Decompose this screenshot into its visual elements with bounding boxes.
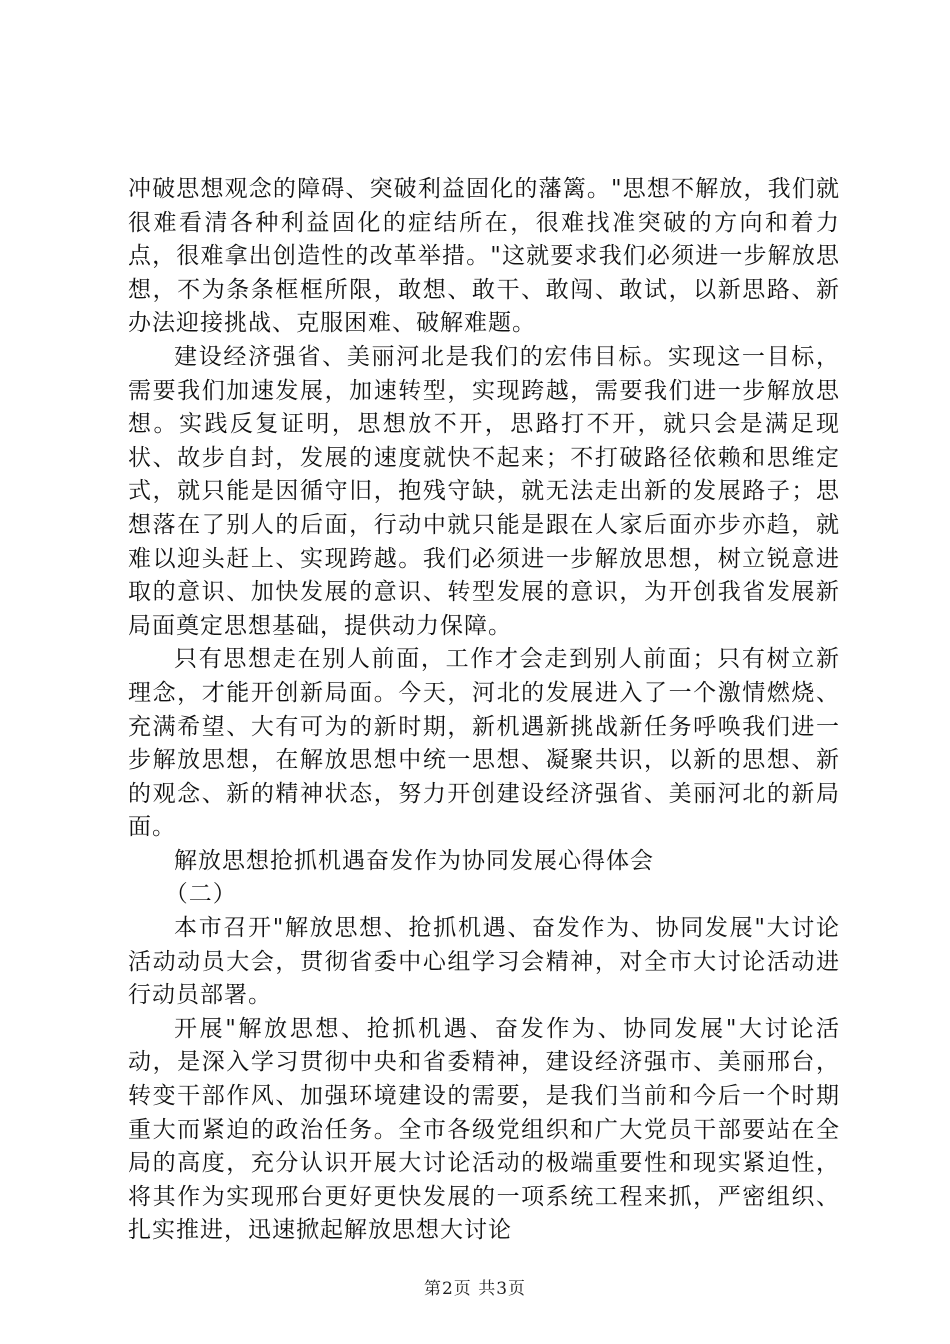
document-body xyxy=(128,173,840,1248)
page-number-footer: 第2页 共3页 xyxy=(423,1279,527,1299)
paragraph: 建设经济强省、美丽河北是我们的宏伟目标。实现这一目标，需要我们加速发展，加速转型，实现跨越，需要我们进一步解放思想。实践反复证明，思想放不开，思路打不开，就只会是满足现状、故步自封，发展的速度就快不起来；不打破路径依赖和思维定式，就只能是因循守旧，抱残守缺，就无法走出新的发展路子；思想落在了别人的后面，行动中就只能是跟在人家后面亦步亦趋，就难以迎头赶上、实现跨越。我们必须进一步解放思想，树立锐意进取的意识、加快发展的意识、转型发展的意识，为开创我省发展新局面奠定思想基础，提供动力保障。 xyxy=(128,343,840,639)
paragraph: 只有思想走在别人前面，工作才会走到别人前面；只有树立新理念，才能开创新局面。今天，河北的发展进入了一个激情燃烧、充满希望、大有可为的新时期，新机遇新挑战新任务呼唤我们进一步解放思想，在解放思想中统一思想、凝聚共识，以新的思想、新的观念、新的精神状态，努力开创建设经济强省、美丽河北的新局面。 xyxy=(128,646,840,841)
paragraph: 本市召开"解放思想、抢抓机遇、奋发作为、协同发展"大讨论活动动员大会，贯彻省委中心组学习会精神，对全市大讨论活动进行动员部署。 xyxy=(128,915,840,1009)
section-heading: 解放思想抢抓机遇奋发作为协同发展心得体会 xyxy=(174,847,654,874)
section-number: （二） xyxy=(164,881,237,908)
paragraph: 开展"解放思想、抢抓机遇、奋发作为、协同发展"大讨论活动，是深入学习贯彻中央和省委精神，建设经济强市、美丽邢台，转变干部作风、加强环境建设的需要，是我们当前和今后一个时期重大而紧迫的政治任务。全市各级党组织和广大党员干部要站在全局的高度，充分认识开展大讨论活动的极端重要性和现实紧迫性，将其作为实现邢台更好更快发展的一项系统工程来抓，严密组织、扎实推进，迅速掀起解放思想大讨论 xyxy=(128,1015,840,1244)
paragraph-continued: 冲破思想观念的障碍、突破利益固化的藩篱。"思想不解放，我们就很难看清各种利益固化的症结所在，很难找准突破的方向和着力点，很难拿出创造性的改革举措。"这就要求我们必须进一步解放思想，不为条条框框所限，敢想、敢干、敢闯、敢试，以新思路、新办法迎接挑战、克服困难、破解难题。 xyxy=(128,176,840,337)
